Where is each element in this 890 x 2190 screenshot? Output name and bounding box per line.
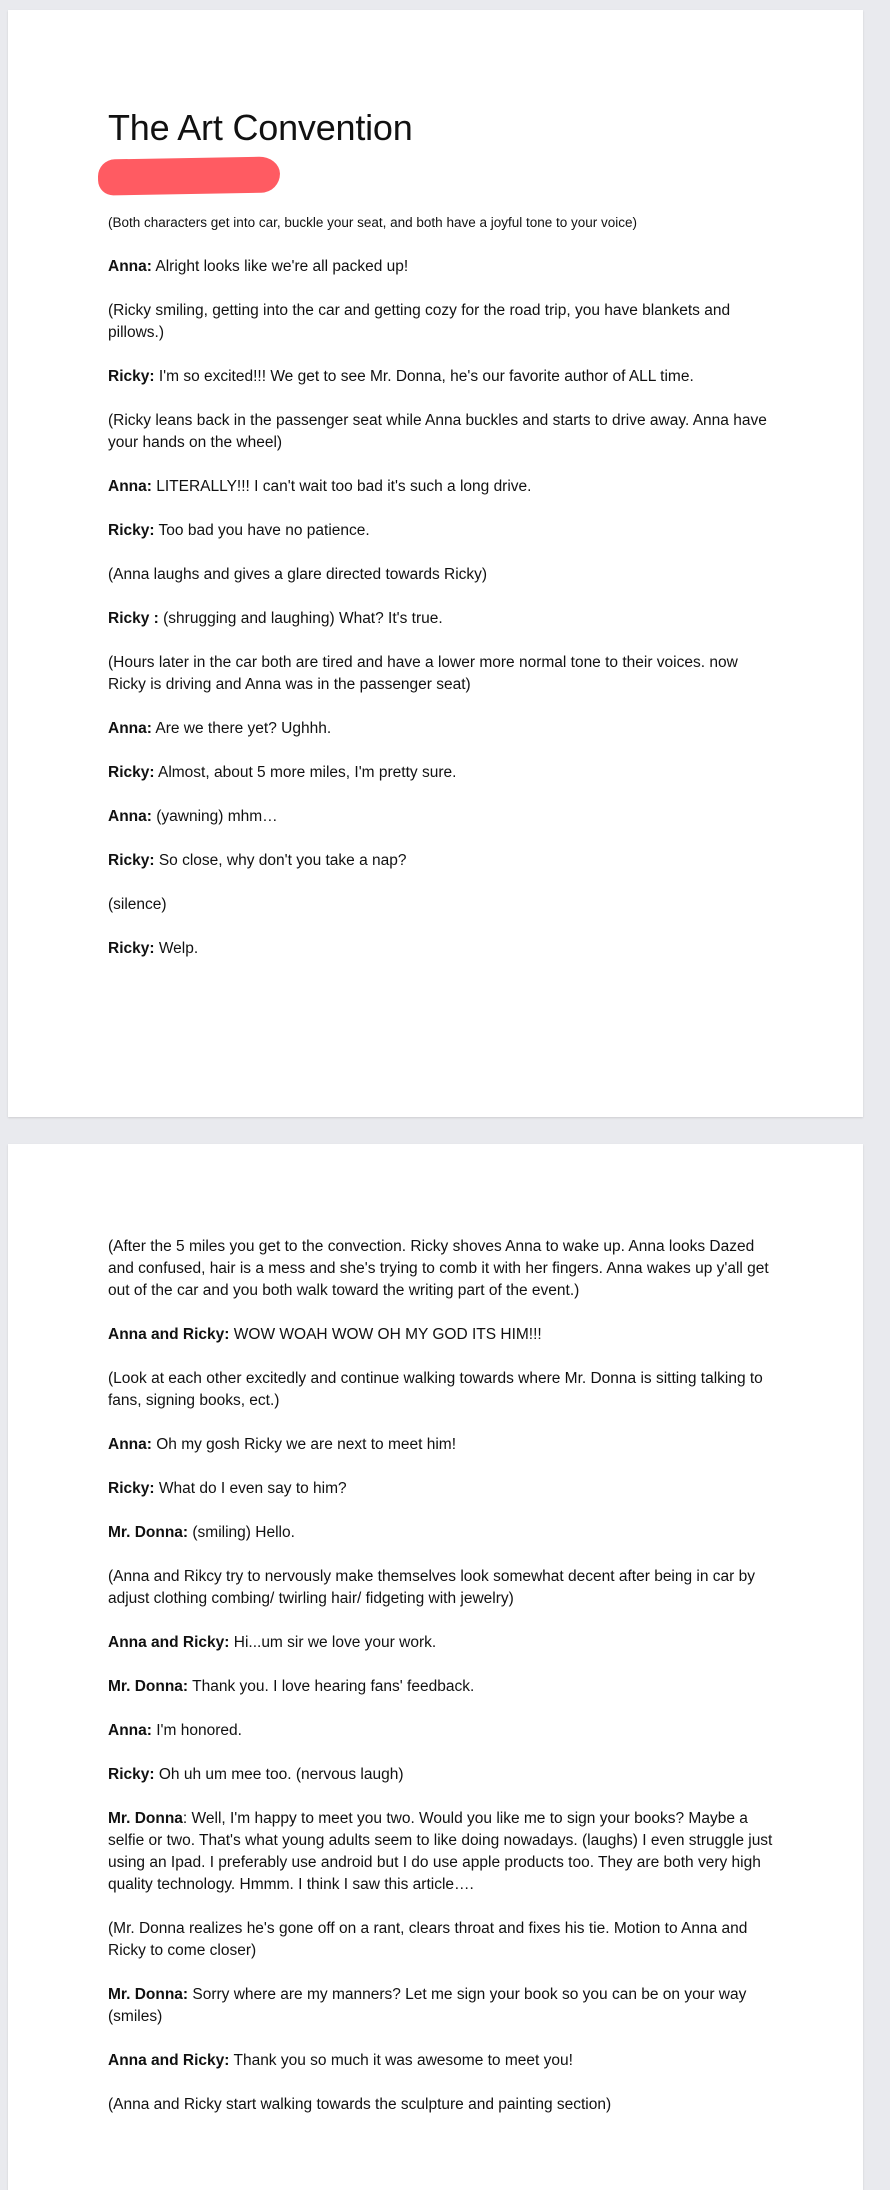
speaker-name: Anna: bbox=[108, 478, 152, 495]
stage-direction-text: (Look at each other excitedly and continue walking towards where Mr. Donna is sitting talking to fans, signing books, ect.) bbox=[108, 1370, 763, 1409]
stage-direction-text: (Anna and Rikcy try to nervously make themselves look somewhat decent after being in car by adjust clothing combing/ twirling hair/ fidgeting with jewelry) bbox=[108, 1568, 756, 1607]
dialogue-line bbox=[108, 1764, 778, 1786]
dialogue-text: Thank you. I love hearing fans' feedback. bbox=[188, 1678, 475, 1695]
dialogue-line bbox=[108, 366, 778, 388]
dialogue-line bbox=[108, 1632, 778, 1654]
speaker-name: Mr. Donna bbox=[108, 1810, 183, 1827]
speaker-name: Anna: bbox=[108, 1722, 152, 1739]
dialogue-text: Alright looks like we're all packed up! bbox=[151, 258, 409, 275]
speaker-name: Ricky: bbox=[108, 1480, 155, 1497]
dialogue-text: I'm so excited!!! We get to see Mr. Donna, he's our favorite author of ALL time. bbox=[154, 368, 694, 385]
dialogue-line bbox=[108, 1984, 778, 2028]
stage-direction bbox=[108, 1566, 778, 1610]
speaker-name: Anna and Ricky: bbox=[108, 1634, 230, 1651]
speaker-name: Anna: bbox=[108, 720, 152, 737]
stage-direction bbox=[108, 212, 778, 234]
dialogue-text: What do I even say to him? bbox=[154, 1480, 347, 1497]
stage-direction bbox=[108, 564, 778, 586]
dialogue-line bbox=[108, 1522, 778, 1544]
speaker-name: Ricky : bbox=[108, 610, 159, 627]
speaker-name: Ricky: bbox=[108, 852, 155, 869]
speaker-name: Anna and Ricky: bbox=[108, 1326, 230, 1343]
stage-direction-text: (Mr. Donna realizes he's gone off on a rant, clears throat and fixes his tie. Motion to Anna and Ricky to come closer) bbox=[108, 1920, 748, 1959]
dialogue-line bbox=[108, 2050, 778, 2072]
dialogue-line bbox=[108, 1676, 778, 1698]
page-1-content bbox=[108, 106, 778, 982]
speaker-name: Anna: bbox=[108, 258, 152, 275]
dialogue-text: Thank you so much it was awesome to meet you! bbox=[229, 2052, 573, 2069]
dialogue-line bbox=[108, 806, 778, 828]
page-2-content bbox=[108, 1236, 778, 2138]
dialogue-line bbox=[108, 1434, 778, 1456]
speaker-name: Ricky: bbox=[108, 522, 155, 539]
stage-direction bbox=[108, 1368, 778, 1412]
document-page-2 bbox=[8, 1144, 863, 2190]
dialogue-text: LITERALLY!!! I can't wait too bad it's such a long drive. bbox=[151, 478, 532, 495]
speaker-name: Anna and Ricky: bbox=[108, 2052, 230, 2069]
dialogue-line bbox=[108, 256, 778, 278]
stage-direction-text: (silence) bbox=[108, 896, 167, 913]
dialogue-line bbox=[108, 1478, 778, 1500]
stage-direction-text: (Anna laughs and gives a glare directed towards Ricky) bbox=[108, 566, 488, 583]
speaker-name: Ricky: bbox=[108, 940, 155, 957]
speaker-name: Ricky: bbox=[108, 1766, 155, 1783]
dialogue-line bbox=[108, 1808, 778, 1896]
dialogue-line bbox=[108, 938, 778, 960]
dialogue-text: Oh uh um mee too. (nervous laugh) bbox=[154, 1766, 404, 1783]
dialogue-line bbox=[108, 476, 778, 498]
speaker-name: Ricky: bbox=[108, 368, 155, 385]
stage-direction-text: (Both characters get into car, buckle your seat, and both have a joyful tone to your voice) bbox=[108, 215, 638, 230]
stage-direction bbox=[108, 1918, 778, 1962]
dialogue-text: Almost, about 5 more miles, I'm pretty sure. bbox=[154, 764, 457, 781]
dialogue-text: (yawning) mhm… bbox=[151, 808, 278, 825]
dialogue-text: So close, why don't you take a nap? bbox=[154, 852, 407, 869]
document-title: The Art Convention bbox=[108, 107, 413, 148]
dialogue-text: Welp. bbox=[154, 940, 199, 957]
dialogue-line bbox=[108, 1720, 778, 1742]
speaker-name: Mr. Donna: bbox=[108, 1678, 189, 1695]
page-2-script-body bbox=[108, 1236, 778, 2116]
dialogue-text: Oh my gosh Ricky we are next to meet him! bbox=[151, 1436, 457, 1453]
dialogue-line bbox=[108, 850, 778, 872]
stage-direction bbox=[108, 300, 778, 344]
stage-direction bbox=[108, 894, 778, 916]
dialogue-line bbox=[108, 718, 778, 740]
dialogue-text: Too bad you have no patience. bbox=[154, 522, 370, 539]
speaker-name: Ricky: bbox=[108, 764, 155, 781]
dialogue-text: (shrugging and laughing) What? It's true. bbox=[158, 610, 443, 627]
stage-direction bbox=[108, 1236, 778, 1302]
dialogue-line bbox=[108, 1324, 778, 1346]
document-page-1 bbox=[8, 10, 863, 1117]
dialogue-line bbox=[108, 762, 778, 784]
stage-direction-text: (After the 5 miles you get to the convection. Ricky shoves Anna to wake up. Anna looks Dazed and confused, hair is a mess and she's trying to comb it with her fingers. Anna wakes up y'all get out of the car and you both walk toward the writing part of the event.) bbox=[108, 1238, 769, 1299]
dialogue-text: I'm honored. bbox=[151, 1722, 242, 1739]
dialogue-text: Are we there yet? Ughhh. bbox=[151, 720, 332, 737]
speaker-name: Mr. Donna: bbox=[108, 1524, 189, 1541]
dialogue-text: (smiling) Hello. bbox=[188, 1524, 295, 1541]
speaker-name: Anna: bbox=[108, 1436, 152, 1453]
dialogue-line bbox=[108, 520, 778, 542]
stage-direction bbox=[108, 2094, 778, 2116]
stage-direction-text: (Hours later in the car both are tired and have a lower more normal tone to their voices. now Ricky is driving and Anna was in the passenger seat) bbox=[108, 654, 738, 693]
dialogue-text: Hi...um sir we love your work. bbox=[229, 1634, 437, 1651]
speaker-name: Mr. Donna: bbox=[108, 1986, 189, 2003]
dialogue-text: : Well, I'm happy to meet you two. Would you like me to sign your books? Maybe a selfie or two. That's what young adults seem to like doing nowadays. (laughs) I even struggle just using an Ipad. I preferably use android but I do use apple products too. They are both very high quality technology. Hmmm. I think I saw this article…. bbox=[108, 1810, 773, 1893]
stage-direction-text: (Anna and Ricky start walking towards the sculpture and painting section) bbox=[108, 2096, 612, 2113]
stage-direction-text: (Ricky leans back in the passenger seat while Anna buckles and starts to drive away. Anna have your hands on the wheel) bbox=[108, 412, 767, 451]
stage-direction bbox=[108, 410, 778, 454]
stage-direction bbox=[108, 652, 778, 696]
page-1-script-body bbox=[108, 212, 778, 960]
dialogue-line bbox=[108, 608, 778, 630]
speaker-name: Anna: bbox=[108, 808, 152, 825]
redaction-mark bbox=[98, 156, 281, 195]
stage-direction-text: (Ricky smiling, getting into the car and getting cozy for the road trip, you have blankets and pillows.) bbox=[108, 302, 731, 341]
dialogue-text: WOW WOAH WOW OH MY GOD ITS HIM!!! bbox=[229, 1326, 542, 1343]
dialogue-text: Sorry where are my manners? Let me sign your book so you can be on your way (smiles) bbox=[108, 1986, 747, 2025]
